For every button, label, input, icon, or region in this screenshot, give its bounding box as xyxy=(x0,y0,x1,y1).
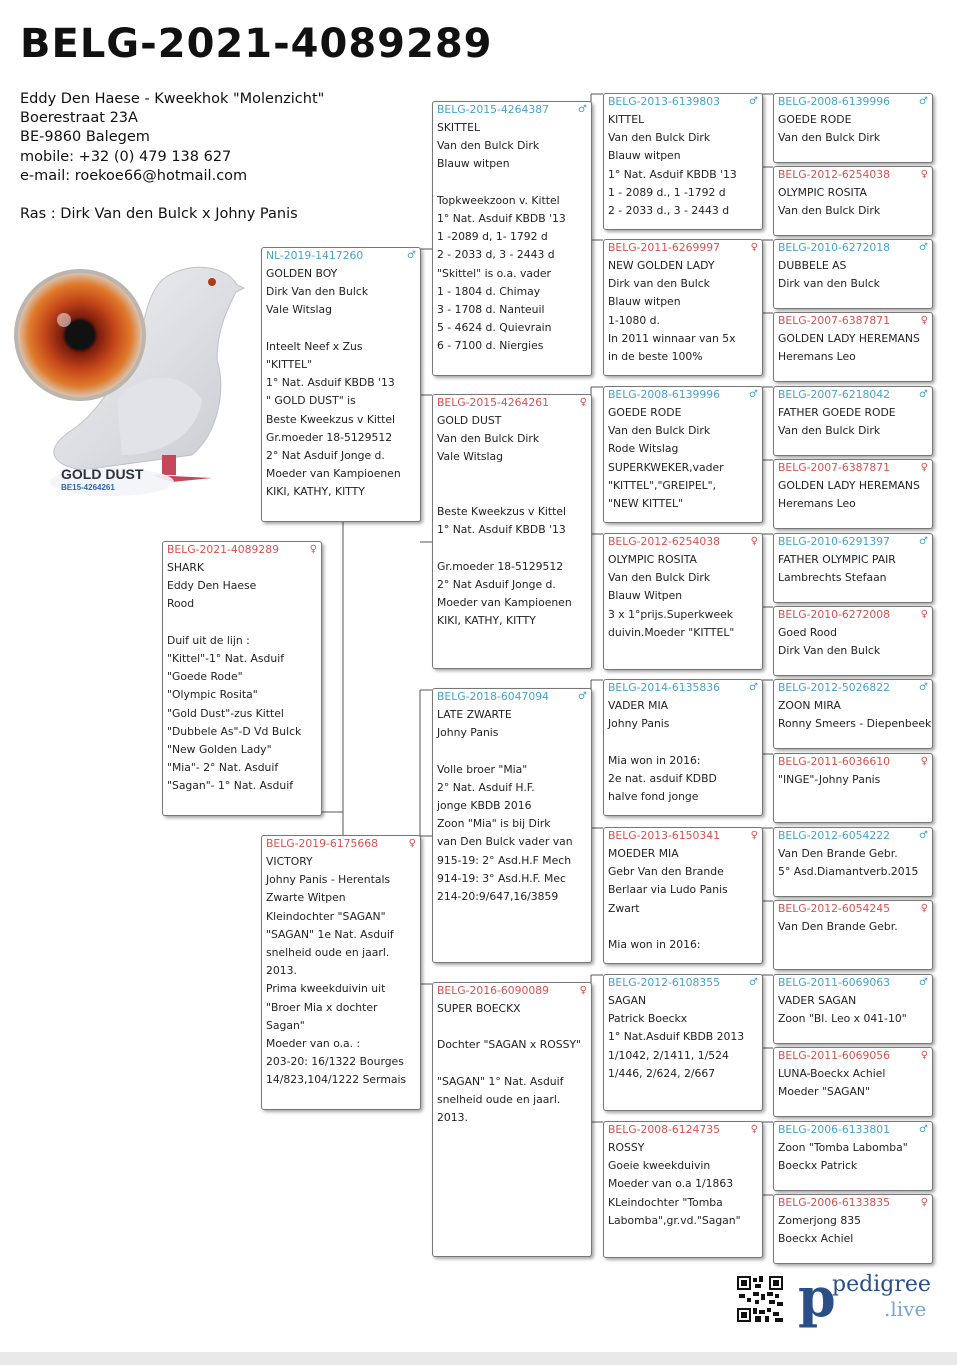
card-header xyxy=(774,167,932,184)
card-line: Van den Bulck Dirk xyxy=(608,424,711,438)
pedigree-card-g14[interactable] xyxy=(773,1047,933,1117)
card-line: Inteelt Neef x Zus xyxy=(266,339,363,353)
ring-number[interactable]: BELG-2007-6387871 xyxy=(778,461,890,475)
card-line xyxy=(262,320,420,338)
card-line: Sagan" xyxy=(266,1018,305,1032)
card-line: Van den Bulck Dirk xyxy=(437,432,540,446)
card-line: 5° Asd.Diamantverb.2015 xyxy=(778,865,919,879)
ring-number[interactable]: BELG-2006-6133801 xyxy=(778,1123,890,1137)
card-line: Zwart xyxy=(608,901,640,915)
pedigree-card-sss[interactable] xyxy=(603,93,763,230)
breed-line: Ras : Dirk Van den Bulck x Johny Panis xyxy=(20,206,298,223)
ring-number[interactable]: BELG-2013-6139803 xyxy=(608,95,720,109)
card-line: KLeindochter "Tomba xyxy=(608,1195,723,1209)
card-line: 5 - 4624 d. Quievrain xyxy=(437,321,552,335)
card-line: Moeder van Kampioenen xyxy=(266,467,401,481)
female-symbol-icon: ♀ xyxy=(920,1050,928,1062)
card-line: Dochter "SAGAN x ROSSY" xyxy=(437,1038,582,1052)
ring-number[interactable]: BELG-2006-6133835 xyxy=(778,1196,890,1210)
card-line: 3 - 1708 d. Nanteuil xyxy=(437,303,545,317)
card-line: Blauw witpen xyxy=(608,295,681,309)
card-line xyxy=(433,467,591,485)
card-line: Zwarte Witpen xyxy=(266,891,346,905)
card-line: Ronny Smeers - Diepenbeek xyxy=(778,717,932,731)
owner-street: Boerestraat 23A xyxy=(20,110,138,127)
card-line: Beste Kweekzus v Kittel xyxy=(266,412,396,426)
female-symbol-icon: ♀ xyxy=(920,462,928,474)
pigeon-name: "INGE"-Johny Panis xyxy=(778,773,881,786)
card-line: 3 x 1°prijs.Superkweek xyxy=(608,607,733,621)
card-line: Van den Bulck Dirk xyxy=(608,571,711,585)
ring-number[interactable]: BELG-2011-6269997 xyxy=(608,241,720,255)
male-symbol-icon: ♂ xyxy=(919,682,928,694)
card-line: Lambrechts Stefaan xyxy=(778,571,887,585)
card-header xyxy=(774,754,932,771)
card-line xyxy=(433,1018,591,1036)
card-line xyxy=(433,1055,591,1073)
male-symbol-icon: ♂ xyxy=(919,96,928,108)
card-header xyxy=(774,975,932,992)
pigeon-name: SUPER BOECKX xyxy=(437,1002,521,1015)
female-symbol-icon: ♀ xyxy=(750,242,758,254)
ring-number[interactable]: NL-2019-1417260 xyxy=(266,249,364,263)
pigeon-name: ZOON MIRA xyxy=(778,699,841,712)
pigeon-name: GOLDEN LADY HEREMANS xyxy=(778,332,920,345)
card-line: in de beste 100% xyxy=(608,350,703,364)
card-header xyxy=(774,901,932,918)
card-line: "Kittel"-1° Nat. Asduif xyxy=(167,652,285,665)
pedigree-card-g1[interactable] xyxy=(773,93,933,163)
pigeon-name: LATE ZWARTE xyxy=(437,708,512,721)
card-line: 203-20: 16/1322 Bourges xyxy=(266,1055,404,1069)
ring-number[interactable]: BELG-2015-4264261 xyxy=(437,396,549,410)
card-line: Gr.moeder 18-5129512 xyxy=(266,430,393,444)
card-line: Labomba",gr.vd."Sagan" xyxy=(608,1213,741,1227)
card-line: Boeckx Achiel xyxy=(778,1232,854,1246)
card-line: Zoon "Bl. Leo x 041-10" xyxy=(778,1012,907,1026)
pigeon-name: SKITTEL xyxy=(437,121,480,134)
male-symbol-icon: ♂ xyxy=(749,96,758,108)
card-line: van Den Bulck vader van xyxy=(437,835,573,849)
female-symbol-icon: ♀ xyxy=(920,609,928,621)
card-line: "SAGAN" 1° Nat. Asduif xyxy=(437,1074,564,1088)
pigeon-name: GOEDE RODE xyxy=(608,406,682,419)
card-line: 6 - 7100 d. Niergies xyxy=(437,339,544,353)
card-header xyxy=(774,460,932,477)
card-line: 2° Nat. Asduif H.F. xyxy=(437,780,535,794)
pedigree-card-g3[interactable] xyxy=(773,239,933,309)
card-line: Kleindochter "SAGAN" xyxy=(266,909,386,923)
card-line: "Goede Rode" xyxy=(167,670,243,684)
pigeon-name: GOEDE RODE xyxy=(778,113,852,126)
card-header xyxy=(433,689,591,706)
pedigree-card-g5[interactable] xyxy=(773,386,933,456)
page-title: BELG-2021-4089289 xyxy=(20,21,493,67)
card-line: "Sagan"- 1° Nat. Asduif xyxy=(167,779,294,793)
card-header xyxy=(774,387,932,404)
male-symbol-icon: ♂ xyxy=(919,242,928,254)
pigeon-name: KITTEL xyxy=(608,113,645,126)
card-line: Johny Panis xyxy=(437,726,499,740)
card-line: Van den Bulck Dirk xyxy=(778,131,881,145)
card-line: "SAGAN" 1e Nat. Asduif xyxy=(266,927,394,941)
female-symbol-icon: ♀ xyxy=(750,830,758,842)
card-header xyxy=(774,534,932,551)
owner-name: Eddy Den Haese - Kweekhok "Molenzicht" xyxy=(20,91,325,107)
card-line xyxy=(163,614,321,632)
pedigree-card-ss[interactable] xyxy=(432,101,592,376)
card-line: 915-19: 2° Asd.H.F Mech xyxy=(437,853,572,867)
female-symbol-icon: ♀ xyxy=(309,544,317,556)
female-symbol-icon: ♀ xyxy=(920,169,928,181)
card-line: "Mia"- 2° Nat. Asduif xyxy=(167,761,279,775)
pigeon-name: Zoon "Tomba Labomba" xyxy=(778,1141,908,1154)
card-line: 2013. xyxy=(437,1111,468,1125)
owner-city: BE-9860 Balegem xyxy=(20,129,150,146)
card-line: 14/823,104/1222 Sermais xyxy=(266,1073,407,1087)
ring-number[interactable]: BELG-2013-6150341 xyxy=(608,829,720,843)
card-line: Moeder "SAGAN" xyxy=(778,1085,870,1099)
card-line: Dirk van den Bulck xyxy=(778,277,880,291)
card-line xyxy=(433,742,591,760)
card-line: 1 - 2089 d., 1 -1792 d xyxy=(608,185,726,199)
card-line: Johny Panis xyxy=(608,717,670,731)
card-header xyxy=(774,313,932,330)
card-header xyxy=(604,387,762,404)
female-symbol-icon: ♀ xyxy=(920,315,928,327)
card-header xyxy=(433,395,591,412)
pigeon-name: GOLDEN LADY HEREMANS xyxy=(778,479,920,492)
pigeon-name: FATHER GOEDE RODE xyxy=(778,406,896,419)
pedigree-live-logo[interactable]: p pedigree .live xyxy=(798,1265,931,1329)
male-symbol-icon: ♂ xyxy=(919,830,928,842)
card-line: Mia won in 2016: xyxy=(608,753,701,767)
qr-code-icon[interactable] xyxy=(737,1276,783,1322)
pigeon-name: DUBBELE AS xyxy=(778,259,847,272)
pedigree-card-sdd[interactable] xyxy=(603,533,763,670)
card-line: 1° Nat. Asduif KBDB '13 xyxy=(266,376,395,390)
card-header xyxy=(774,1048,932,1065)
ring-number[interactable]: BELG-2012-6054245 xyxy=(778,902,890,916)
card-line: Mia won in 2016: xyxy=(608,938,701,951)
card-header xyxy=(604,1122,762,1139)
card-line: 1 - 1804 d. Chimay xyxy=(437,284,541,298)
card-line: Gr.moeder 18-5129512 xyxy=(437,559,564,573)
card-line: Moeder van o.a. : xyxy=(266,1037,361,1051)
ring-number[interactable]: BELG-2011-6036610 xyxy=(778,755,890,769)
male-symbol-icon: ♂ xyxy=(919,977,928,989)
card-line: Patrick Boeckx xyxy=(608,1012,688,1026)
ring-number[interactable]: BELG-2011-6069056 xyxy=(778,1049,890,1063)
card-line: "New Golden Lady" xyxy=(167,743,272,757)
ring-number[interactable]: BELG-2010-6272008 xyxy=(778,608,890,622)
card-line: snelheid oude en jaarl. xyxy=(266,946,390,960)
card-header xyxy=(604,240,762,257)
ring-number[interactable]: BELG-2010-6291397 xyxy=(778,535,890,549)
female-symbol-icon: ♀ xyxy=(750,536,758,548)
card-line: Rode Witslag xyxy=(608,442,679,456)
card-line: "NEW KITTEL" xyxy=(608,497,684,511)
ring-number[interactable]: BELG-2018-6047094 xyxy=(437,690,549,704)
pedigree-card-g11[interactable] xyxy=(773,827,933,897)
card-header xyxy=(604,680,762,697)
ring-number[interactable]: BELG-2021-4089289 xyxy=(167,543,279,557)
card-line: Beste Kweekzus v Kittel xyxy=(437,504,567,518)
card-line: Moeder van o.a 1/1863 xyxy=(608,1177,734,1191)
male-symbol-icon: ♂ xyxy=(407,250,416,262)
card-line: Heremans Leo xyxy=(778,350,856,364)
card-line: Topkweekzoon v. Kittel xyxy=(437,193,560,207)
female-symbol-icon: ♀ xyxy=(408,838,416,850)
pedigree-card-dss[interactable] xyxy=(603,679,763,816)
pigeon-name: VADER SAGAN xyxy=(778,994,857,1007)
card-line: Volle broer "Mia" xyxy=(437,762,528,776)
female-symbol-icon: ♀ xyxy=(920,903,928,915)
ring-number[interactable]: BELG-2012-6054222 xyxy=(778,829,890,843)
pedigree-card-g2[interactable] xyxy=(773,166,933,236)
pedigree-card-g9[interactable] xyxy=(773,679,933,749)
male-symbol-icon: ♂ xyxy=(578,691,587,703)
card-line: 1/446, 2/624, 2/667 xyxy=(608,1066,716,1080)
card-line: Prima kweekduivin uit xyxy=(266,982,386,996)
female-symbol-icon: ♀ xyxy=(579,397,587,409)
card-line: Heremans Leo xyxy=(778,497,856,511)
pigeon-name: SAGAN xyxy=(608,994,647,1007)
card-line: Vale Witslag xyxy=(266,303,333,317)
card-header xyxy=(262,836,420,853)
card-line: SUPERKWEKER,vader xyxy=(608,460,724,474)
card-line: Vale Witslag xyxy=(437,450,504,464)
pedigree-card-g12[interactable] xyxy=(773,900,933,970)
male-symbol-icon: ♂ xyxy=(919,1124,928,1136)
owner-mobile: mobile: +32 (0) 479 138 627 xyxy=(20,148,232,165)
pedigree-card-sds[interactable] xyxy=(603,386,763,523)
card-line: "KITTEL" xyxy=(266,358,313,371)
ring-number[interactable]: BELG-2008-6139996 xyxy=(778,95,890,109)
photo-ring: BE15-4264261 xyxy=(61,483,115,492)
card-line xyxy=(604,733,762,751)
ring-number[interactable]: BELG-2008-6124735 xyxy=(608,1123,720,1137)
card-line: 1 -2089 d, 1- 1792 d xyxy=(437,230,548,244)
card-line: 1/1042, 2/1411, 1/524 xyxy=(608,1048,729,1062)
pedigree-card-ds[interactable] xyxy=(432,688,592,963)
pedigree-card-sd[interactable] xyxy=(432,394,592,669)
ring-number[interactable]: BELG-2012-6108355 xyxy=(608,976,720,990)
card-header xyxy=(604,534,762,551)
card-line: 2 - 2033 d, 3 - 2443 d xyxy=(437,248,555,262)
pedigree-card-g13[interactable] xyxy=(773,974,933,1044)
card-header xyxy=(262,248,420,265)
card-header xyxy=(604,975,762,992)
pedigree-card-dd[interactable] xyxy=(432,982,592,1257)
pigeon-name: Van Den Brande Gebr. xyxy=(778,920,898,933)
card-line: 2013. xyxy=(266,964,297,978)
card-line: Van den Bulck Dirk xyxy=(437,139,540,153)
card-line: snelheid oude en jaarl. xyxy=(437,1092,561,1106)
card-line: "Skittel" is o.a. vader xyxy=(437,266,551,280)
owner-email[interactable]: e-mail: roekoe66@hotmail.com xyxy=(20,167,248,184)
pigeon-name: GOLDEN BOY xyxy=(266,267,338,280)
pigeon-name: Van Den Brande Gebr. xyxy=(778,847,898,860)
pedigree-card-dsd[interactable] xyxy=(603,827,763,964)
female-symbol-icon: ♀ xyxy=(750,1124,758,1136)
male-symbol-icon: ♂ xyxy=(919,389,928,401)
pigeon-name: SHARK xyxy=(167,561,204,574)
card-header xyxy=(774,1195,932,1212)
card-line: Blauw Witpen xyxy=(608,589,683,603)
pedigree-card-g8[interactable] xyxy=(773,606,933,676)
pedigree-card-subject[interactable] xyxy=(162,541,322,816)
card-header xyxy=(774,94,932,111)
ring-number[interactable]: BELG-2016-6090089 xyxy=(437,984,549,998)
photo-caption: GOLD DUST xyxy=(61,466,144,482)
pigeon-name: VADER MIA xyxy=(608,699,669,712)
card-header xyxy=(604,94,762,111)
pigeon-name: LUNA-Boeckx Achiel xyxy=(778,1067,886,1080)
pigeon-name: ROSSY xyxy=(608,1141,645,1154)
card-line: "Dubbele As"-D Vd Bulck xyxy=(167,724,302,738)
card-line: Rood xyxy=(167,597,195,611)
female-symbol-icon: ♀ xyxy=(579,985,587,997)
card-header xyxy=(774,607,932,624)
pigeon-name: OLYMPIC ROSITA xyxy=(778,186,867,199)
male-symbol-icon: ♂ xyxy=(919,536,928,548)
card-line: jonge KBDB 2016 xyxy=(437,799,532,812)
ring-number[interactable]: BELG-2019-6175668 xyxy=(266,837,378,851)
card-line: Duif uit de lijn : xyxy=(167,633,250,647)
pedigree-card-g4[interactable] xyxy=(773,312,933,382)
card-line: Dirk van den Bulck xyxy=(608,277,710,291)
ring-number[interactable]: BELG-2012-6254038 xyxy=(778,168,890,182)
card-line: 1° Nat.Asduif KBDB 2013 xyxy=(608,1030,745,1044)
male-symbol-icon: ♂ xyxy=(749,977,758,989)
pedigree-card-ddd[interactable] xyxy=(603,1121,763,1258)
card-line: 2° Nat Asduif Jonge d. xyxy=(266,449,385,463)
card-line: KIKI, KATHY, KITTY xyxy=(437,614,536,628)
card-line: Van den Bulck Dirk xyxy=(608,131,711,145)
card-line xyxy=(433,539,591,557)
card-line: "Gold Dust"-zus Kittel xyxy=(167,706,284,720)
card-line xyxy=(433,174,591,192)
ring-number[interactable]: BELG-2007-6387871 xyxy=(778,314,890,328)
ring-number[interactable]: BELG-2012-5026822 xyxy=(778,681,890,695)
card-header xyxy=(774,680,932,697)
pigeon-name: GOLD DUST xyxy=(437,414,502,427)
card-line: Dirk Van den Bulck xyxy=(266,285,369,299)
card-line: Van den Bulck Dirk xyxy=(778,204,881,218)
card-line: 1-1080 d. xyxy=(608,313,660,327)
pigeon-name: Zomerjong 835 xyxy=(778,1214,861,1227)
card-line: Eddy Den Haese xyxy=(167,579,257,593)
card-line: Boeckx Patrick xyxy=(778,1159,858,1173)
pedigree-card-g16[interactable] xyxy=(773,1194,933,1264)
pigeon-name: VICTORY xyxy=(266,855,313,868)
card-line: 1° Nat. Asduif KBDB '13 xyxy=(437,523,566,537)
pedigree-card-dam[interactable] xyxy=(261,835,421,1110)
card-line: Berlaar via Ludo Panis xyxy=(608,883,728,897)
card-line: Gebr Van den Brande xyxy=(608,865,724,879)
card-line: Zoon "Mia" is bij Dirk xyxy=(437,817,551,831)
female-symbol-icon: ♀ xyxy=(920,756,928,768)
male-symbol-icon: ♂ xyxy=(749,682,758,694)
male-symbol-icon: ♂ xyxy=(578,104,587,116)
card-header xyxy=(163,542,321,559)
pedigree-card-ssd[interactable] xyxy=(603,239,763,376)
card-line xyxy=(433,485,591,503)
card-line: Johny Panis - Herentals xyxy=(266,873,391,887)
card-line: 2° Nat Asduif Jonge d. xyxy=(437,577,556,591)
ring-number[interactable]: BELG-2007-6218042 xyxy=(778,388,890,402)
ring-number[interactable]: BELG-2010-6272018 xyxy=(778,241,890,255)
male-symbol-icon: ♂ xyxy=(749,389,758,401)
card-line: "KITTEL","GREIPEL", xyxy=(608,478,717,492)
card-line: 2e nat. asduif KDBD xyxy=(608,771,717,785)
card-line: " GOLD DUST" is xyxy=(266,394,356,408)
card-line: "Olympic Rosita" xyxy=(167,688,258,702)
card-line xyxy=(604,918,762,936)
female-symbol-icon: ♀ xyxy=(920,1197,928,1209)
pedigree-card-g7[interactable] xyxy=(773,533,933,603)
pedigree-card-g10[interactable] xyxy=(773,753,933,823)
card-header xyxy=(433,102,591,119)
card-header xyxy=(774,240,932,257)
pedigree-card-g6[interactable] xyxy=(773,459,933,529)
card-line: KIKI, KATHY, KITTY xyxy=(266,485,365,499)
card-line: 1° Nat. Asduif KBDB '13 xyxy=(608,167,737,181)
card-line: Blauw witpen xyxy=(608,149,681,163)
card-line: Van den Bulck Dirk xyxy=(778,424,881,438)
pigeon-name: FATHER OLYMPIC PAIR xyxy=(778,553,896,566)
card-line: "Broer Mia x dochter xyxy=(266,1000,378,1014)
card-line: 214-20:9/647,16/3859 xyxy=(437,890,559,904)
ring-number[interactable]: BELG-2014-6135836 xyxy=(608,681,720,695)
pigeon-name: Goed Rood xyxy=(778,626,837,639)
pedigree-card-sire[interactable] xyxy=(261,247,421,522)
ring-number[interactable]: BELG-2015-4264387 xyxy=(437,103,549,117)
card-line: Dirk Van den Bulck xyxy=(778,644,881,658)
card-line: 1° Nat. Asduif KBDB '13 xyxy=(437,212,566,225)
card-line: Moeder van Kampioenen xyxy=(437,595,572,609)
card-line: Goeie kweekduivin xyxy=(608,1159,711,1173)
card-line: halve fond jonge xyxy=(608,790,699,803)
card-line: Blauw witpen xyxy=(437,157,510,171)
ring-number[interactable]: BELG-2012-6254038 xyxy=(608,535,720,549)
pigeon-name: OLYMPIC ROSITA xyxy=(608,553,697,566)
pedigree-card-g15[interactable] xyxy=(773,1121,933,1191)
card-header xyxy=(774,828,932,845)
pigeon-name: NEW GOLDEN LADY xyxy=(608,259,715,272)
ring-number[interactable]: BELG-2011-6069063 xyxy=(778,976,890,990)
pedigree-card-dds[interactable] xyxy=(603,974,763,1111)
card-header xyxy=(604,828,762,845)
pigeon-name: MOEDER MIA xyxy=(608,847,679,860)
card-line: duivin.Moeder "KITTEL" xyxy=(608,625,735,639)
card-line: In 2011 winnaar van 5x xyxy=(608,331,736,345)
card-line: 914-19: 3° Asd.H.F. Mec xyxy=(437,871,566,885)
ring-number[interactable]: BELG-2008-6139996 xyxy=(608,388,720,402)
card-header xyxy=(433,983,591,1000)
card-header xyxy=(774,1122,932,1139)
card-line: 2 - 2033 d., 3 - 2443 d xyxy=(608,204,730,218)
